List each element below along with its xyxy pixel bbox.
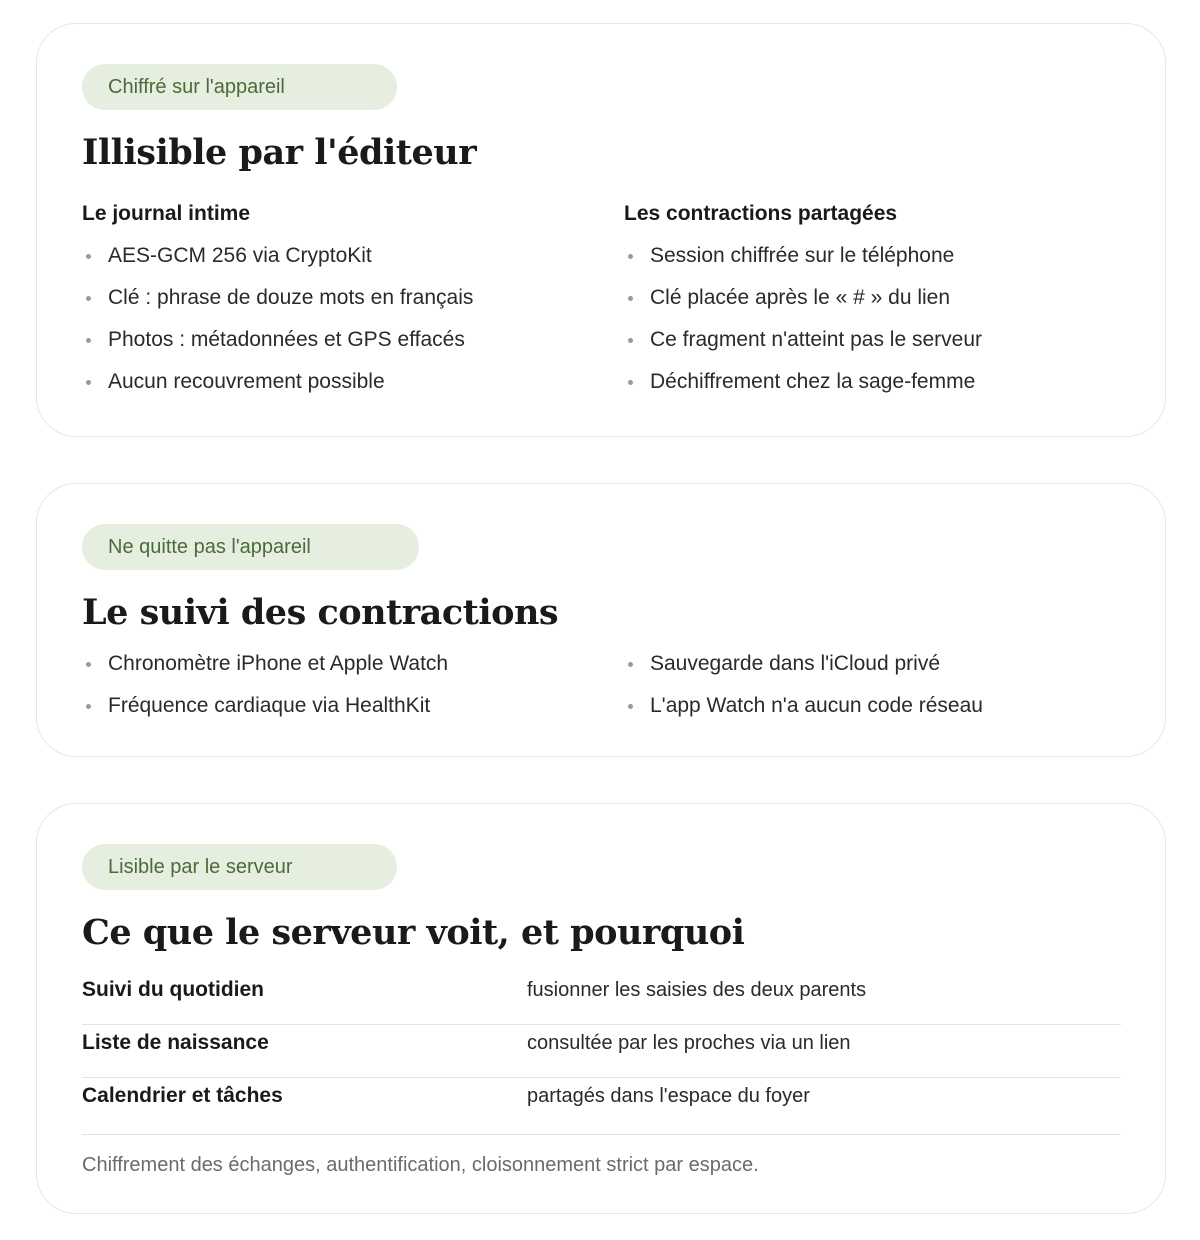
row-value: fusionner les saisies des deux parents — [527, 979, 867, 1001]
row-key: Liste de naissance — [82, 1031, 269, 1054]
bullet-list — [624, 241, 982, 409]
list-item: Photos : métadonnées et GPS effacés — [82, 325, 473, 367]
category-badge: Lisible par le serveur — [82, 844, 397, 890]
list-item: Clé placée après le « # » du lien — [624, 283, 982, 325]
list-item: Clé : phrase de douze mots en français — [82, 283, 473, 325]
security-note: Chiffrement des échanges, authentification, cloisonnement strict par espace. — [82, 1154, 759, 1176]
table-row — [82, 1025, 1121, 1078]
category-badge: Chiffré sur l'appareil — [82, 64, 397, 110]
journal-column — [82, 201, 473, 409]
bullet-list — [624, 649, 983, 733]
tracking-right-column — [624, 649, 983, 733]
row-key: Suivi du quotidien — [82, 978, 264, 1001]
column-heading: Les contractions partagées — [624, 202, 898, 225]
table-row — [82, 1078, 1121, 1135]
row-value: partagés dans l'espace du foyer — [527, 1085, 810, 1107]
list-item: Ce fragment n'atteint pas le serveur — [624, 325, 982, 367]
card-title: Le suivi des contractions — [82, 592, 559, 633]
list-item: Session chiffrée sur le téléphone — [624, 241, 982, 283]
list-item: Sauvegarde dans l'iCloud privé — [624, 649, 983, 691]
column-heading: Le journal intime — [82, 202, 251, 225]
bullet-list — [82, 649, 448, 733]
shared-contractions-column — [624, 201, 982, 409]
card-server-readable — [36, 803, 1166, 1214]
card-title: Ce que le serveur voit, et pourquoi — [82, 912, 745, 953]
server-data-table — [82, 972, 1121, 1135]
tracking-left-column — [82, 649, 448, 733]
list-item: Fréquence cardiaque via HealthKit — [82, 691, 448, 733]
row-value: consultée par les proches via un lien — [527, 1032, 851, 1054]
list-item: Déchiffrement chez la sage-femme — [624, 367, 982, 409]
table-row — [82, 972, 1121, 1025]
list-item: Aucun recouvrement possible — [82, 367, 473, 409]
card-stays-on-device — [36, 483, 1166, 757]
category-badge: Ne quitte pas l'appareil — [82, 524, 419, 570]
list-item: AES-GCM 256 via CryptoKit — [82, 241, 473, 283]
bullet-list — [82, 241, 473, 409]
list-item: Chronomètre iPhone et Apple Watch — [82, 649, 448, 691]
list-item: L'app Watch n'a aucun code réseau — [624, 691, 983, 733]
row-key: Calendrier et tâches — [82, 1084, 283, 1107]
card-title: Illisible par l'éditeur — [82, 132, 477, 173]
card-on-device-encrypted — [36, 23, 1166, 437]
